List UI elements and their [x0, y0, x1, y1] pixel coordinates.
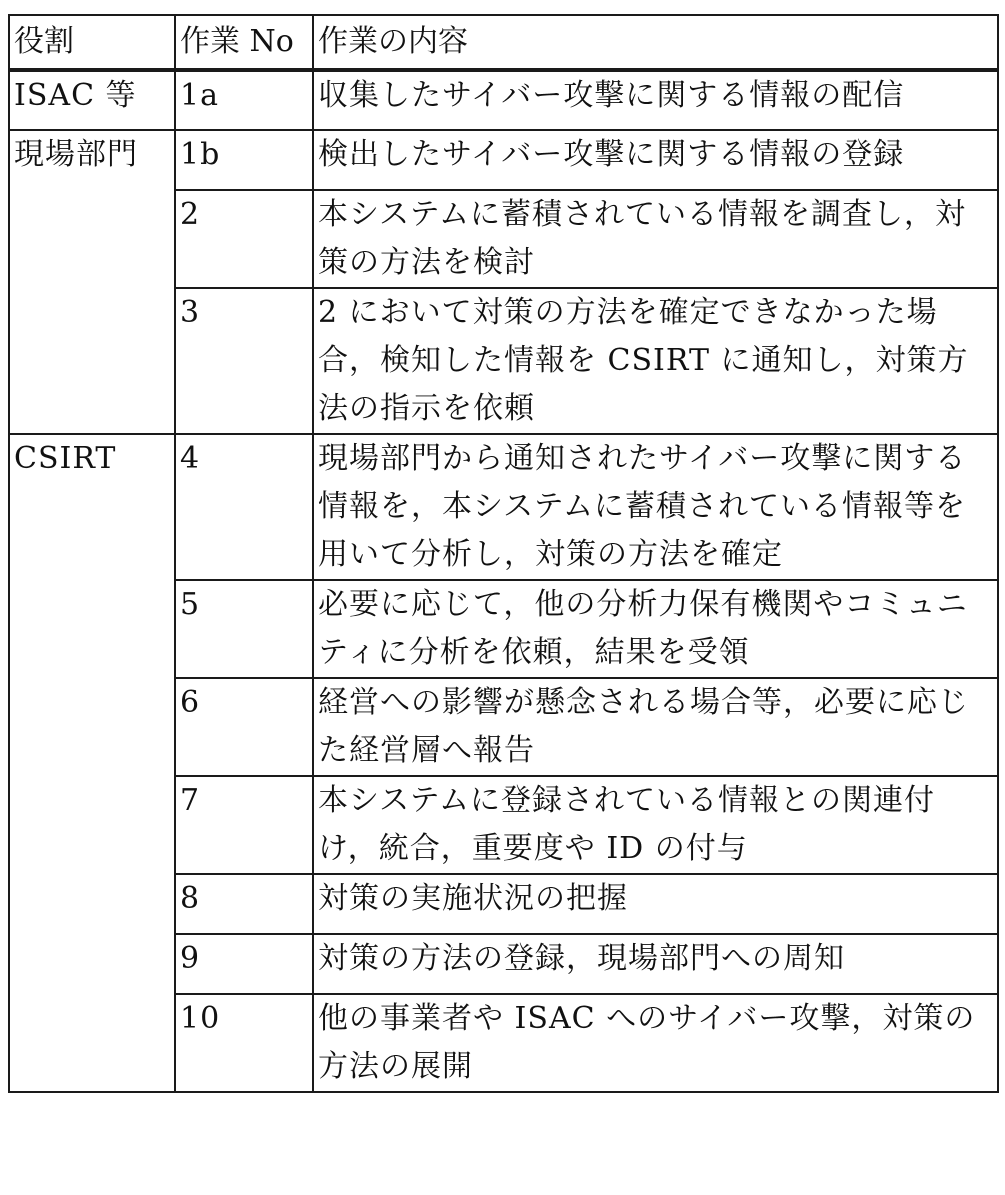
work-no-cell: 4 [175, 434, 313, 580]
work-content-cell: 2 において対策の方法を確定できなかった場合，検知した情報を CSIRT に通知し，対策方法の指示を依頼 [313, 288, 998, 434]
work-content-cell: 本システムに蓄積されている情報を調査し，対策の方法を検討 [313, 190, 998, 288]
work-no-cell: 10 [175, 994, 313, 1092]
work-no-cell: 8 [175, 874, 313, 934]
table-header-row [9, 15, 998, 70]
header-role: 役割 [9, 15, 175, 70]
work-content-cell: 経営への影響が懸念される場合等，必要に応じた経営層へ報告 [313, 678, 998, 776]
role-cell: ISAC 等 [9, 70, 175, 130]
work-content-cell: 他の事業者や ISAC へのサイバー攻撃，対策の方法の展開 [313, 994, 998, 1092]
table-row [9, 130, 998, 190]
header-content: 作業の内容 [313, 15, 998, 70]
work-content-cell: 検出したサイバー攻撃に関する情報の登録 [313, 130, 998, 190]
role-cell: CSIRT [9, 434, 175, 1092]
work-content-cell: 対策の方法の登録，現場部門への周知 [313, 934, 998, 994]
work-no-cell: 2 [175, 190, 313, 288]
role-cell: 現場部門 [9, 130, 175, 434]
table-row [9, 434, 998, 580]
table-row [9, 70, 998, 130]
work-no-cell: 9 [175, 934, 313, 994]
header-no: 作業 No [175, 15, 313, 70]
work-content-cell: 対策の実施状況の把握 [313, 874, 998, 934]
work-no-cell: 1b [175, 130, 313, 190]
work-no-cell: 6 [175, 678, 313, 776]
work-no-cell: 1a [175, 70, 313, 130]
work-no-cell: 7 [175, 776, 313, 874]
work-content-cell: 現場部門から通知されたサイバー攻撃に関する情報を，本システムに蓄積されている情報等を用いて分析し，対策の方法を確定 [313, 434, 998, 580]
work-content-cell: 本システムに登録されている情報との関連付け，統合，重要度や ID の付与 [313, 776, 998, 874]
work-content-cell: 収集したサイバー攻撃に関する情報の配信 [313, 70, 998, 130]
work-content-cell: 必要に応じて，他の分析力保有機関やコミュニティに分析を依頼，結果を受領 [313, 580, 998, 678]
work-table [8, 14, 999, 1093]
work-no-cell: 5 [175, 580, 313, 678]
work-no-cell: 3 [175, 288, 313, 434]
